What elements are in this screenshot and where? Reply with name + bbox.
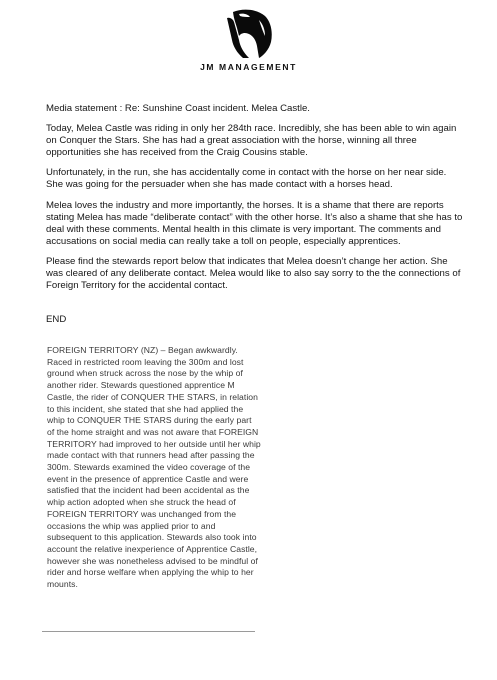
brand-name: JM MANAGEMENT (200, 62, 297, 72)
statement-end: END (46, 314, 67, 326)
media-statement (46, 103, 466, 334)
statement-subject: Media statement : Re: Sunshine Coast incident. Melea Castle. (46, 103, 310, 114)
statement-paragraph: Melea loves the industry and more importantly, the horses. It is a shame that there are reports stating Melea has made “deliberate contact” with the other horse. It’s also a shame that she has to deal with these comments. Mental health in this climate is very important. The comments and accusations on social media can really take a toll on people, especially apprentices. (46, 199, 463, 247)
statement-paragraph: Please find the stewards report below that indicates that Melea doesn’t change her action. She was cleared of any deliberate contact. Melea would like to also say sorry to the the connections of Foreign Territory for the accidental contact. (46, 255, 461, 292)
report-divider (42, 631, 255, 632)
horse-head-logo (200, 6, 296, 68)
horse-head-icon (219, 6, 277, 62)
statement-paragraph: Unfortunately, in the run, she has accidentally come in contact with the horse on her near side. She was going for the persuader when she has made contact with a horses head. (46, 167, 447, 191)
stewards-report: FOREIGN TERRITORY (NZ) – Began awkwardly. Raced in restricted room leaving the 300m and lost ground when struck across the nose by the whip of another rider. Stewards questioned apprentice M Castle, the rider of CONQUER THE STARS, in relation to this incident, she stated that she had applied the whip to CONQUER THE STARS during the early part of the home straight and was not aware that FOREIGN TERRITORY had improved to her outside until her whip made contact with that runners head after passing the 300m. Stewards examined the video coverage of the event in the presence of apprentice Castle and were satisfied that the incident had been accidental as the whip action adopted when she struck the head of FOREIGN TERRITORY was unchanged from the occasions the whip was applied prior to and subsequent to this application. Stewards also took into account the relative inexperience of Apprentice Castle, however she was nonetheless advised to be mindful of rider and horse welfare when applying the whip to her mounts. (47, 345, 261, 590)
statement-paragraph: Today, Melea Castle was riding in only her 284th race. Incredibly, she has been able to win again on Conquer the Stars. She has had a great association with the horse, winning all three opportunities she has received from the Craig Cousins stable. (46, 123, 457, 159)
